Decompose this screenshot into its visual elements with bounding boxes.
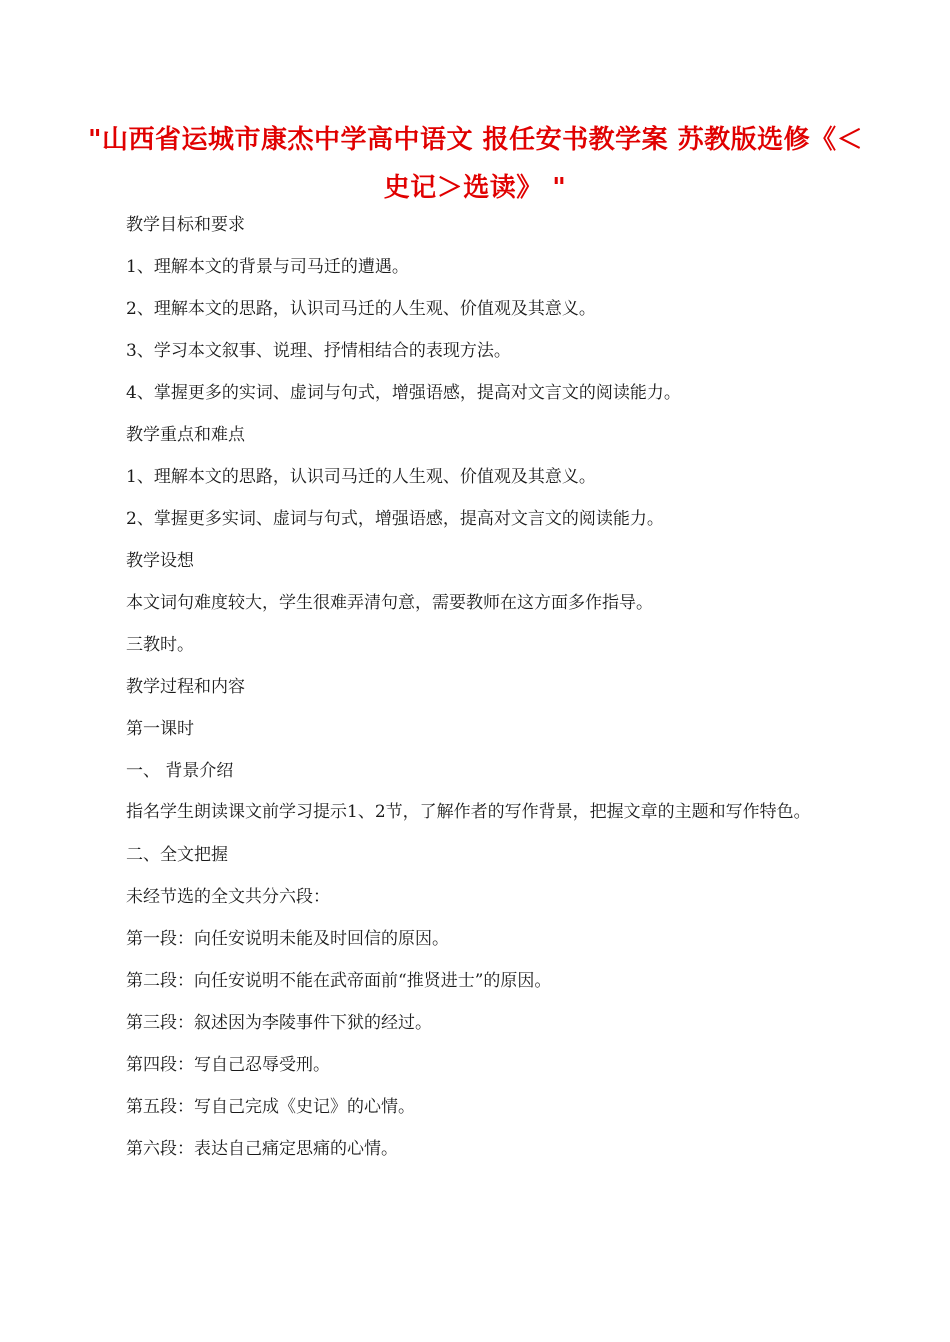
title-line-2: 史记＞选读》 " (383, 173, 567, 203)
design-text: 本文词句难度较大，学生很难弄清句意，需要教师在这方面多作指导。 (126, 593, 653, 613)
goal-item-2: 2、理解本文的思路，认识司马迁的人生观、价值观及其意义。 (126, 299, 596, 319)
key-point-item-1: 1、理解本文的思路，认识司马迁的人生观、价值观及其意义。 (126, 467, 596, 487)
segment-item-4: 第四段：写自己忍辱受刑。 (126, 1055, 330, 1075)
key-point-item-2: 2、掌握更多实词、虚词与句式，增强语感，提高对文言文的阅读能力。 (126, 509, 664, 529)
class-hours-text: 三教时。 (126, 635, 194, 655)
overview-intro: 未经节选的全文共分六段： (126, 887, 330, 907)
segment-item-2: 第二段：向任安说明不能在武帝面前“推贤进士”的原因。 (126, 971, 552, 991)
title-line-1: "山西省运城市康杰中学高中语文 报任安书教学案 苏教版选修《＜ (88, 125, 864, 155)
section-heading-design: 教学设想 (126, 551, 194, 571)
segment-item-6: 第六段：表达自己痛定思痛的心情。 (126, 1139, 398, 1159)
subheading-overview: 二、全文把握 (126, 845, 228, 865)
goal-item-1: 1、理解本文的背景与司马迁的遭遇。 (126, 257, 409, 277)
goal-item-3: 3、学习本文叙事、说理、抒情相结合的表现方法。 (126, 341, 511, 361)
document-title (88, 116, 862, 212)
subheading-background: 一、 背景介绍 (126, 761, 234, 781)
background-paragraph: 指名学生朗读课文前学习提示1、2节，了解作者的写作背景，把握文章的主题和写作特色。 (126, 802, 811, 822)
section-heading-key-points: 教学重点和难点 (126, 425, 245, 445)
segment-item-1: 第一段：向任安说明未能及时回信的原因。 (126, 929, 449, 949)
document-body (88, 204, 864, 1170)
segment-item-3: 第三段：叙述因为李陵事件下狱的经过。 (126, 1013, 432, 1033)
segment-item-5: 第五段：写自己完成《史记》的心情。 (126, 1097, 415, 1117)
goal-item-4: 4、掌握更多的实词、虚词与句式，增强语感，提高对文言文的阅读能力。 (126, 383, 681, 403)
lesson-heading-1: 第一课时 (126, 719, 194, 739)
section-heading-goals: 教学目标和要求 (126, 215, 245, 235)
section-heading-process: 教学过程和内容 (126, 677, 245, 697)
